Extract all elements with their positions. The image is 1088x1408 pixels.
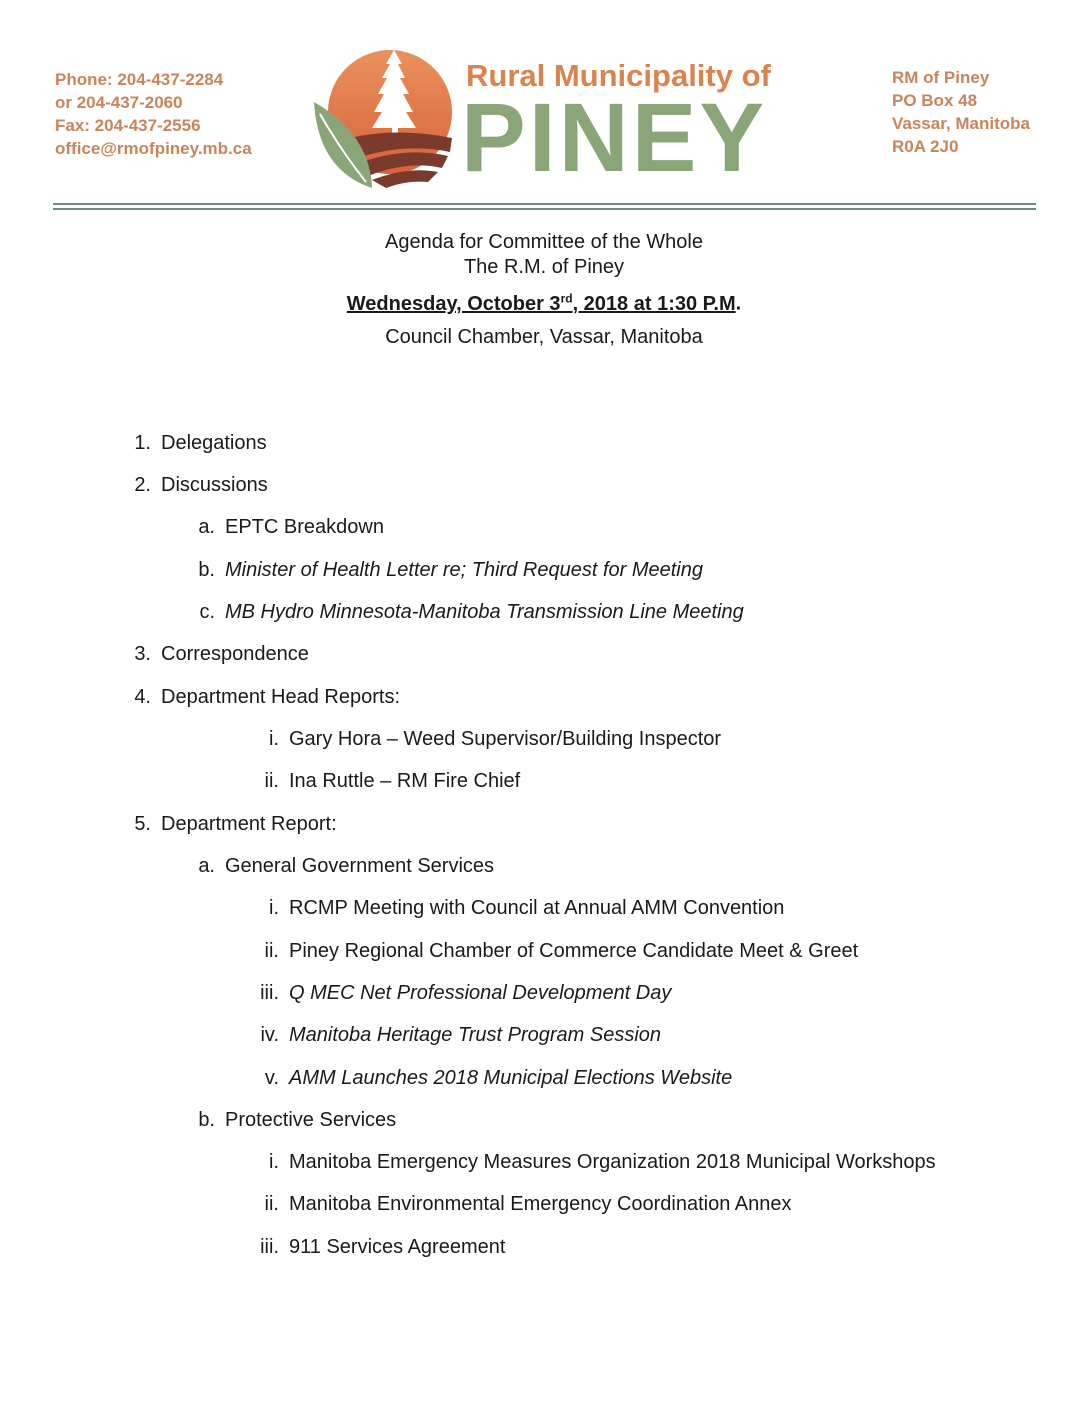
email-address[interactable]: office@rmofpiney.mb.ca <box>55 139 252 158</box>
header-divider <box>53 208 1036 210</box>
item-text: Ina Ruttle – RM Fire Chief <box>289 770 521 792</box>
piney-logo-icon <box>312 42 452 190</box>
agenda-item <box>134 431 267 455</box>
header-divider <box>53 203 1036 205</box>
agenda-item <box>134 812 337 836</box>
agenda-item <box>134 642 309 666</box>
item-text: Manitoba Environmental Emergency Coordination Annex <box>289 1193 792 1215</box>
document-title: Agenda for Committee of the Whole <box>385 231 703 253</box>
item-text: Manitoba Heritage Trust Program Session <box>289 1024 662 1046</box>
agenda-subitem <box>264 1066 733 1090</box>
item-number: b. <box>198 559 215 581</box>
item-text: Department Head Reports: <box>161 686 401 708</box>
item-number: i. <box>269 1151 279 1173</box>
item-number: 5. <box>134 813 151 835</box>
address-line: Vassar, Manitoba <box>892 114 1030 133</box>
contact-info-left <box>55 68 252 160</box>
agenda-subitem <box>269 1150 936 1174</box>
agenda-subitem <box>198 854 495 878</box>
item-number: ii. <box>264 770 279 792</box>
meeting-location: Council Chamber, Vassar, Manitoba <box>385 326 703 348</box>
item-text: RCMP Meeting with Council at Annual AMM Convention <box>289 897 785 919</box>
item-text: Gary Hora – Weed Supervisor/Building Inspector <box>289 728 722 750</box>
item-number: v. <box>264 1067 279 1089</box>
item-number: 4. <box>134 686 151 708</box>
logo-wordmark: PINEY <box>461 83 768 192</box>
agenda-subitem <box>260 1235 506 1259</box>
agenda-subitem <box>264 1192 792 1216</box>
item-number: 1. <box>134 432 151 454</box>
address-line: R0A 2J0 <box>892 137 959 156</box>
item-number: a. <box>198 855 215 877</box>
item-number: i. <box>269 728 279 750</box>
agenda-subitem <box>198 1108 397 1132</box>
item-number: iii. <box>260 982 279 1004</box>
agenda-subitem <box>199 600 744 624</box>
agenda-subitem <box>198 515 384 539</box>
item-text: Minister of Health Letter re; Third Request for Meeting <box>225 559 703 581</box>
item-number: c. <box>199 601 215 623</box>
logo-tagline: Rural Municipality of <box>466 58 771 93</box>
item-text: Piney Regional Chamber of Commerce Candidate Meet & Greet <box>289 940 859 962</box>
agenda-subitem <box>269 896 785 920</box>
item-text: Manitoba Emergency Measures Organization 2018 Municipal Workshops <box>289 1151 936 1173</box>
agenda-item <box>134 473 268 497</box>
item-text: AMM Launches 2018 Municipal Elections Website <box>289 1067 733 1089</box>
item-number: iii. <box>260 1236 279 1258</box>
item-number: ii. <box>264 1193 279 1215</box>
agenda-item <box>134 685 401 709</box>
item-text: Discussions <box>161 474 268 496</box>
fax-number: Fax: 204-437-2556 <box>55 116 201 135</box>
item-number: 2. <box>134 474 151 496</box>
phone-primary: Phone: 204-437-2284 <box>55 70 224 89</box>
item-text: Q MEC Net Professional Development Day <box>289 982 672 1004</box>
agenda-subitem <box>198 558 703 582</box>
item-text: 911 Services Agreement <box>289 1236 506 1258</box>
item-number: iv. <box>260 1024 279 1046</box>
date-text: Wednesday, October 3 <box>346 292 561 315</box>
item-text: EPTC Breakdown <box>225 516 384 538</box>
item-number: i. <box>269 897 279 919</box>
item-text: MB Hydro Minnesota-Manitoba Transmission Line Meeting <box>225 601 744 623</box>
item-text: Protective Services <box>225 1109 397 1131</box>
meeting-date <box>0 291 1088 316</box>
item-number: a. <box>198 516 215 538</box>
item-text: Department Report: <box>161 813 337 835</box>
item-number: b. <box>198 1109 215 1131</box>
item-number: 3. <box>134 643 151 665</box>
date-time: , 2018 at 1:30 P.M <box>572 292 736 315</box>
agenda-subitem <box>269 727 722 751</box>
agenda-subitem <box>264 939 859 963</box>
item-text: Correspondence <box>161 643 309 665</box>
item-number: ii. <box>264 940 279 962</box>
date-ordinal: rd <box>560 291 573 305</box>
item-text: General Government Services <box>225 855 495 877</box>
address-line: PO Box 48 <box>892 91 978 110</box>
item-text: Delegations <box>161 432 267 454</box>
address-line: RM of Piney <box>892 68 990 87</box>
agenda-subitem <box>264 769 521 793</box>
agenda-subitem <box>260 1023 662 1047</box>
mailing-address <box>892 66 1030 158</box>
date-period: . <box>735 292 742 315</box>
agenda-subitem <box>260 981 672 1005</box>
document-subtitle: The R.M. of Piney <box>463 256 625 278</box>
meeting-date-underlined <box>347 293 736 315</box>
phone-alternate: or 204-437-2060 <box>55 93 183 112</box>
